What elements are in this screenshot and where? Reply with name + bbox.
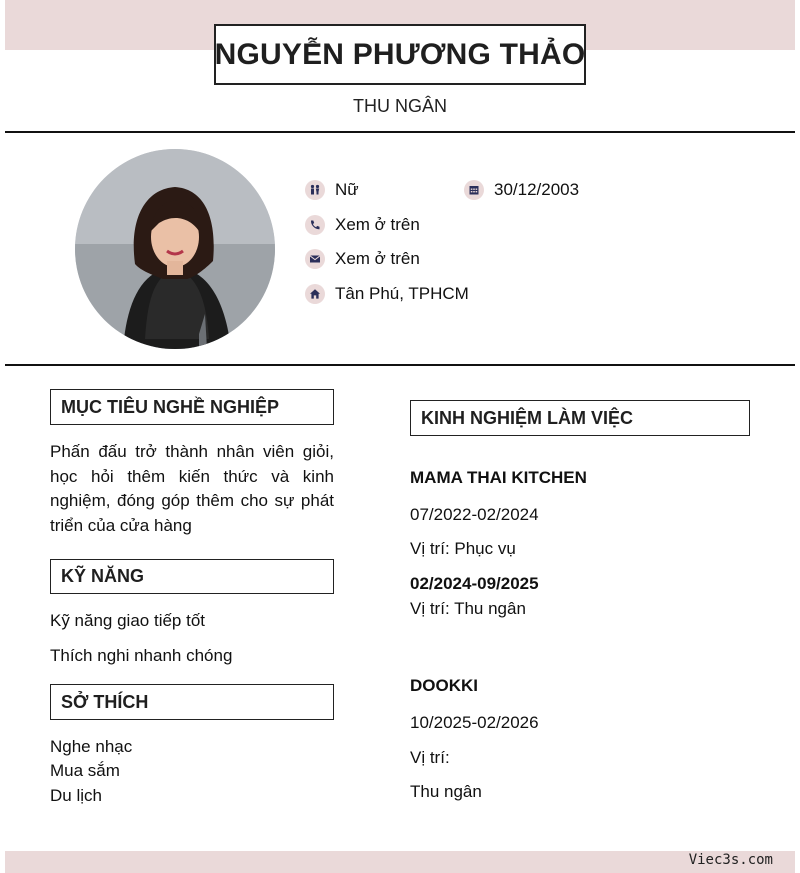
- hobby-item: Du lịch: [50, 786, 102, 805]
- home-icon: [305, 284, 325, 304]
- phone-value: Xem ở trên: [335, 215, 420, 234]
- skill-item: Kỹ năng giao tiếp tốt: [50, 611, 206, 630]
- address-row: [305, 284, 469, 304]
- birthdate-row: [464, 180, 579, 200]
- envelope-icon: [305, 249, 325, 269]
- job-title: THU NGÂN: [353, 96, 447, 116]
- gender-icon: [305, 180, 325, 200]
- divider-top: [5, 131, 795, 133]
- bottom-band: [5, 851, 795, 873]
- email-value: Xem ở trên: [335, 249, 420, 268]
- hobby-item: Mua sắm: [50, 761, 120, 780]
- hobby-item: Nghe nhạc: [50, 737, 133, 756]
- gender-value: Nữ: [335, 180, 359, 199]
- job-role-label: Vị trí:: [410, 748, 450, 767]
- skill-item: Thích nghi nhanh chóng: [50, 646, 233, 665]
- hobbies-heading: SỞ THÍCH: [50, 684, 334, 720]
- gender-row: [305, 180, 359, 200]
- site-watermark: Viec3s.com: [688, 852, 773, 868]
- job-period: 10/2025-02/2026: [410, 713, 539, 732]
- divider-middle: [5, 364, 795, 366]
- company-name: DOOKKI: [410, 676, 478, 695]
- address-value: Tân Phú, TPHCM: [335, 284, 469, 303]
- candidate-name: NGUYỄN PHƯƠNG THẢO: [214, 37, 586, 71]
- job-role: Vị trí: Thu ngân: [410, 599, 526, 618]
- skills-heading: KỸ NĂNG: [50, 559, 334, 594]
- job-role-value: Thu ngân: [410, 782, 482, 801]
- objective-heading: MỤC TIÊU NGHỀ NGHIỆP: [50, 389, 334, 425]
- objective-text: Phấn đấu trở thành nhân viên giỏi, học hỏi thêm kiến thức và kinh nghiệm, đóng góp thêm cho sự phát triển của cửa hàng: [50, 442, 334, 535]
- calendar-icon: [464, 180, 484, 200]
- job-role: Vị trí: Phục vụ: [410, 539, 516, 558]
- profile-photo: [75, 149, 275, 349]
- email-row: [305, 249, 420, 269]
- phone-row: [305, 215, 420, 235]
- birthdate-value: 30/12/2003: [494, 180, 580, 199]
- experience-heading: KINH NGHIỆM LÀM VIỆC: [410, 400, 750, 436]
- name-box: [214, 24, 586, 85]
- job-period: 07/2022-02/2024: [410, 505, 539, 524]
- phone-icon: [305, 215, 325, 235]
- job-period: 02/2024-09/2025: [410, 574, 539, 593]
- company-name: MAMA THAI KITCHEN: [410, 468, 587, 487]
